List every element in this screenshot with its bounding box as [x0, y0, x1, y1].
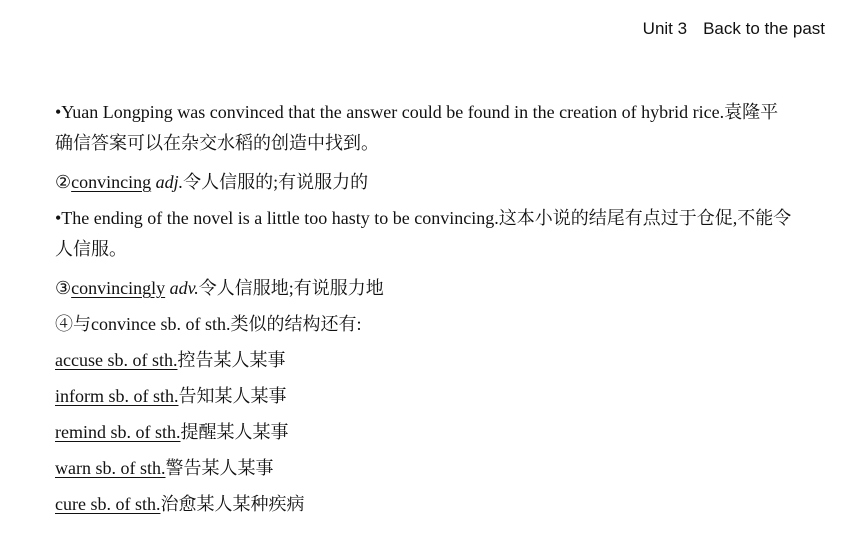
page-header — [643, 19, 825, 39]
phrase-meaning: 提醒某人某事 — [180, 422, 289, 442]
item-marker: ② — [55, 172, 72, 192]
word-meaning: 令人信服地;有说服力地 — [198, 278, 384, 298]
unit-title: Back to the past — [703, 19, 825, 38]
phrase-meaning: 告知某人某事 — [178, 386, 287, 406]
phrase-text: inform sb. of sth. — [55, 386, 179, 406]
vocab-word: convincingly — [71, 278, 166, 298]
unit-label: Unit 3 — [642, 19, 688, 38]
word-meaning: 令人信服的;有说服力的 — [183, 172, 369, 192]
phrase-row — [55, 381, 795, 417]
phrase-meaning: 控告某人某事 — [177, 350, 286, 370]
phrase-row — [55, 453, 795, 489]
vocab-word: convincing — [71, 172, 152, 192]
phrase-text: warn sb. of sth. — [55, 458, 166, 478]
phrase-text: remind sb. of sth. — [55, 422, 181, 442]
definition-convincing — [55, 167, 795, 203]
example-sentence-1: •Yuan Longping was convinced that the answer could be found in the creation of hybrid rice.袁隆平确信答案可以在杂交水稻的创造中找到。 — [55, 102, 779, 153]
part-of-speech: adj. — [155, 172, 184, 192]
phrase-meaning: 治愈某人某种疾病 — [160, 494, 305, 514]
phrase-row — [55, 489, 795, 525]
phrase-meaning: 警告某人某事 — [165, 458, 274, 478]
definition-convincingly — [55, 273, 795, 309]
part-of-speech: adv. — [169, 278, 199, 298]
phrase-text: accuse sb. of sth. — [55, 350, 178, 370]
phrase-row — [55, 345, 795, 381]
phrase-text: cure sb. of sth. — [55, 494, 161, 514]
phrase-row — [55, 417, 795, 453]
item-marker: ③ — [55, 278, 72, 298]
document-body — [55, 97, 795, 525]
example-sentence-2: •The ending of the novel is a little too hasty to be convincing.这本小说的结尾有点过于仓促,不能令人信服。 — [55, 208, 792, 259]
similar-structures-heading: ④与convince sb. of sth.类似的结构还有: — [55, 314, 362, 334]
